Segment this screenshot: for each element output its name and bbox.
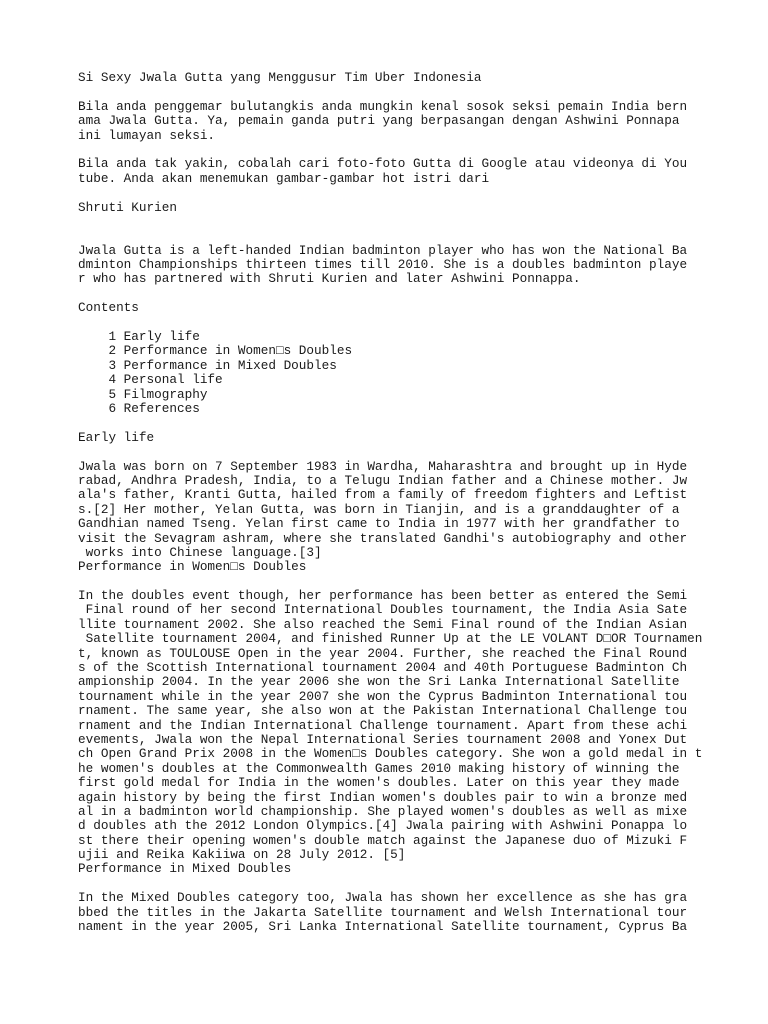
text-line: Gandhian named Tseng. Yelan first came to India in 1977 with her grandfather to — [78, 516, 680, 532]
contents-heading: Contents — [78, 300, 139, 316]
text-line: ampionship 2004. In the year 2006 she won the Sri Lanka International Satellite — [78, 674, 680, 690]
text-line: Jwala was born on 7 September 1983 in Wardha, Maharashtra and brought up in Hyde — [78, 458, 688, 474]
text-line: In the Mixed Doubles category too, Jwala has shown her excellence as she has gra — [78, 890, 688, 906]
text-line: works into Chinese language.[3] — [78, 544, 322, 560]
text-line: s of the Scottish International tournament 2004 and 40th Portuguese Badminton Ch — [78, 660, 688, 676]
contents-item: 4 Personal life — [78, 372, 223, 388]
shruti-line: Shruti Kurien — [78, 199, 177, 215]
text-line: he women's doubles at the Commonwealth Games 2010 making history of winning the — [78, 760, 680, 776]
mixed-doubles-heading: Performance in Mixed Doubles — [78, 861, 292, 877]
text-line: Jwala Gutta is a left-handed Indian badminton player who has won the National Ba — [78, 242, 688, 258]
spacer — [78, 215, 738, 229]
text-line: nament in the year 2005, Sri Lanka International Satellite tournament, Cyprus Ba — [78, 919, 688, 935]
text-line: ama Jwala Gutta. Ya, pemain ganda putri yang berpasangan dengan Ashwini Ponnapa — [78, 113, 680, 129]
text-line: ch Open Grand Prix 2008 in the Women□s Doubles category. She won a gold medal in t — [78, 746, 703, 762]
intro-paragraph-2 — [78, 157, 738, 186]
text-line: r who has partnered with Shruti Kurien and later Ashwini Ponnappa. — [78, 271, 581, 287]
text-line: dminton Championships thirteen times till 2010. She is a doubles badminton playe — [78, 257, 688, 273]
spacer — [78, 575, 738, 589]
contents-item: 6 References — [78, 400, 200, 416]
womens-doubles-paragraph — [78, 589, 738, 862]
text-line: bbed the titles in the Jakarta Satellite tournament and Welsh International tour — [78, 904, 688, 920]
text-line: Satellite tournament 2004, and finished Runner Up at the LE VOLANT D□OR Tournamen — [78, 631, 703, 647]
spacer — [78, 186, 738, 200]
text-line: rnament and the Indian International Challenge tournament. Apart from these achi — [78, 717, 688, 733]
contents-item: 2 Performance in Women□s Doubles — [78, 343, 353, 359]
text-line: Final round of her second International Doubles tournament, the India Asia Sate — [78, 602, 688, 618]
spacer — [78, 229, 738, 243]
text-line: evements, Jwala won the Nepal International Series tournament 2008 and Yonex Dut — [78, 731, 688, 747]
text-line: visit the Sevagram ashram, where she translated Gandhi's autobiography and other — [78, 530, 688, 546]
text-line: rnament. The same year, she also won at the Pakistan International Challenge tou — [78, 703, 688, 719]
text-line: ini lumayan seksi. — [78, 127, 216, 143]
spacer — [78, 85, 738, 99]
contents-item: 5 Filmography — [78, 386, 208, 402]
contents-item: 3 Performance in Mixed Doubles — [78, 357, 337, 373]
text-line: first gold medal for India in the women's doubles. Later on this year they made — [78, 775, 680, 791]
text-line: t, known as TOULOUSE Open in the year 2004. Further, she reached the Final Round — [78, 645, 688, 661]
text-line: Bila anda penggemar bulutangkis anda mungkin kenal sosok seksi pemain India bern — [78, 98, 688, 114]
text-line: d doubles ath the 2012 London Olympics.[4] Jwala pairing with Ashwini Ponappa lo — [78, 818, 688, 834]
spacer — [78, 316, 738, 330]
document-page — [78, 71, 738, 934]
spacer — [78, 877, 738, 891]
document-title: Si Sexy Jwala Gutta yang Menggusur Tim Uber Indonesia — [78, 70, 482, 85]
bio-paragraph — [78, 244, 738, 287]
text-line: tournament while in the year 2007 she won the Cyprus Badminton International tou — [78, 688, 688, 704]
contents-list — [78, 330, 738, 416]
spacer — [78, 445, 738, 459]
text-line: ala's father, Kranti Gutta, hailed from a family of freedom fighters and Leftist — [78, 487, 688, 503]
text-line: llite tournament 2002. She also reached the Semi Final round of the Indian Asian — [78, 616, 688, 632]
spacer — [78, 287, 738, 301]
spacer — [78, 416, 738, 430]
text-line: s.[2] Her mother, Yelan Gutta, was born in Tianjin, and is a granddaughter of a — [78, 501, 680, 517]
text-line: ujii and Reika Kakiiwa on 28 July 2012. [5] — [78, 847, 406, 863]
text-line: In the doubles event though, her performance has been better as entered the Semi — [78, 588, 688, 604]
text-line: Bila anda tak yakin, cobalah cari foto-foto Gutta di Google atau videonya di You — [78, 156, 688, 172]
text-line: tube. Anda akan menemukan gambar-gambar hot istri dari — [78, 170, 490, 186]
text-line: st there their opening women's double match against the Japanese duo of Mizuki F — [78, 832, 688, 848]
contents-item: 1 Early life — [78, 329, 200, 345]
early-life-paragraph — [78, 460, 738, 561]
text-line: al in a badminton world championship. She played women's doubles as well as mixe — [78, 803, 688, 819]
womens-doubles-heading: Performance in Women□s Doubles — [78, 559, 307, 575]
spacer — [78, 143, 738, 157]
early-life-heading: Early life — [78, 429, 155, 445]
text-line: again history by being the first Indian women's doubles pair to win a bronze med — [78, 789, 688, 805]
mixed-doubles-paragraph — [78, 891, 738, 934]
text-line: rabad, Andhra Pradesh, India, to a Telugu Indian father and a Chinese mother. Jw — [78, 472, 688, 488]
intro-paragraph-1 — [78, 100, 738, 143]
